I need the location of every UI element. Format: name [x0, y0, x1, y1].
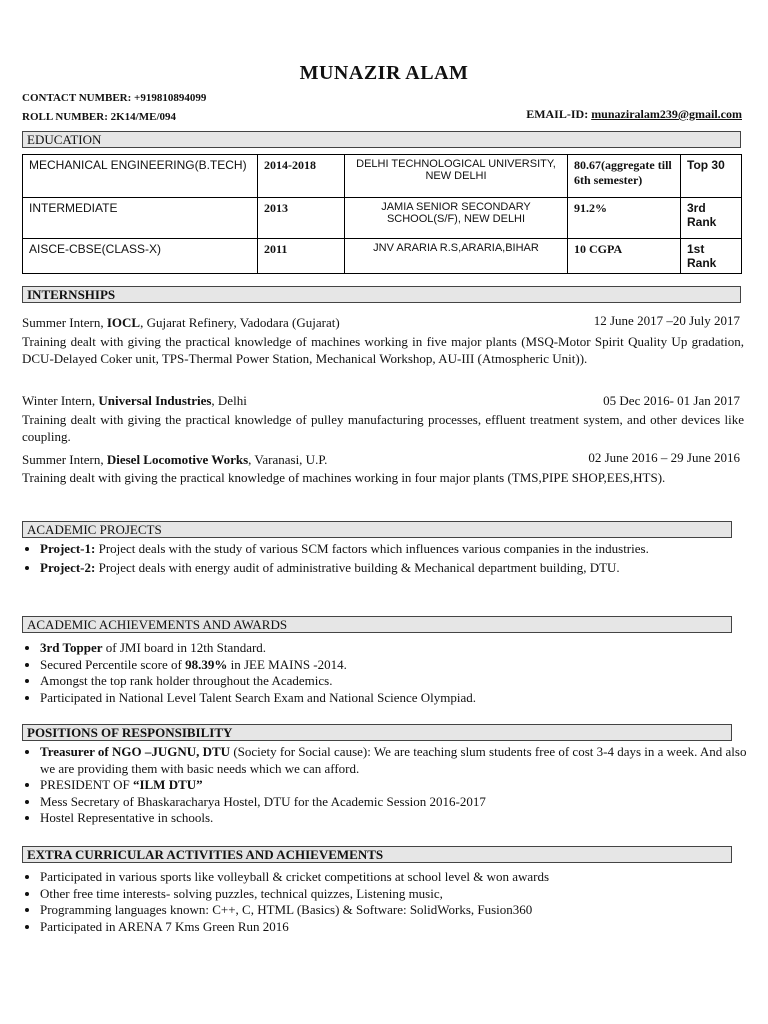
years-cell: 2014-2018 — [258, 155, 345, 198]
score-cell: 91.2% — [568, 198, 681, 239]
score-cell: 80.67(aggregate till 6th semester) — [568, 155, 681, 198]
internship-description: Training dealt with giving the practical knowledge of machines working in four major plants (TMS,PIPE SHOP,EES,HTS). — [22, 470, 666, 485]
table-row — [23, 239, 742, 274]
list-item: • PRESIDENT OF “ILM DTU” — [40, 777, 760, 794]
section-positions: POSITIONS OF RESPONSIBILITY — [22, 724, 732, 741]
list-item: • Mess Secretary of Bhaskaracharya Hostel, DTU for the Academic Session 2016-2017 — [40, 794, 760, 811]
list-item: • Project-1: Project deals with the study of various SCM factors which influences various companies in the industries. — [40, 541, 760, 558]
table-row — [23, 155, 742, 198]
institute-cell: JNV ARARIA R.S,ARARIA,BIHAR — [345, 239, 568, 274]
section-education: EDUCATION — [22, 131, 741, 148]
section-academic-projects: ACADEMIC PROJECTS — [22, 521, 732, 538]
list-item: • Other free time interests- solving puzzles, technical quizzes, Listening music, — [40, 886, 760, 903]
degree-cell: INTERMEDIATE — [23, 198, 258, 239]
internship-description: Training dealt with giving the practical knowledge of pulley manufacturing processes, effluent treatment system, and other devices like coupling. — [22, 412, 744, 444]
roll-number: ROLL NUMBER: 2K14/ME/094 — [22, 111, 177, 123]
list-item: • Participated in ARENA 7 Kms Green Run 2016 — [40, 919, 760, 936]
table-row — [23, 198, 742, 239]
internship-heading: Summer Intern, Diesel Locomotive Works, Varanasi, U.P. — [22, 452, 328, 467]
internship-heading: Summer Intern, IOCL, Gujarat Refinery, Vadodara (Gujarat) — [22, 315, 340, 330]
list-item: • Secured Percentile score of 98.39% in JEE MAINS -2014. — [40, 657, 760, 674]
institute-cell: DELHI TECHNOLOGICAL UNIVERSITY, NEW DELHI — [345, 155, 568, 198]
email-id: EMAIL-ID: munaziralam239@gmail.com — [526, 107, 742, 121]
list-item: • Hostel Representative in schools. — [40, 810, 760, 827]
list-item: • Participated in National Level Talent Search Exam and National Science Olympiad. — [40, 690, 760, 707]
internship-dates: 02 June 2016 – 29 June 2016 — [588, 450, 740, 465]
achievements-list — [22, 640, 760, 706]
list-item: • Participated in various sports like volleyball & cricket competitions at school level & won awards — [40, 869, 760, 886]
section-internships: INTERNSHIPS — [22, 286, 741, 303]
resume-name: MUNAZIR ALAM — [299, 62, 469, 84]
email-link[interactable]: munaziralam239@gmail.com — [591, 107, 742, 121]
rank-cell: 3rd Rank — [681, 198, 742, 239]
degree-cell: AISCE-CBSE(CLASS-X) — [23, 239, 258, 274]
degree-cell: MECHANICAL ENGINEERING(B.TECH) — [23, 155, 258, 198]
internship-dates: 05 Dec 2016- 01 Jan 2017 — [603, 393, 740, 408]
list-item: • Amongst the top rank holder throughout the Academics. — [40, 673, 760, 690]
internship-description: Training dealt with giving the practical knowledge of machines working in five major plants (MSQ-Motor Spirit Quality Up gradation, DCU-Delayed Coker unit, TPS-Thermal Power Station, Mechanical Workshop, AU-III (Atmospheric Unit)). — [22, 334, 744, 366]
list-item: • Treasurer of NGO –JUGNU, DTU (Society for Social cause): We are teaching slum students free of cost 3-4 days in a week. And also we are providing them with basic needs which we can afford. — [40, 744, 760, 777]
rank-cell: 1st Rank — [681, 239, 742, 274]
institute-cell: JAMIA SENIOR SECONDARY SCHOOL(S/F), NEW DELHI — [345, 198, 568, 239]
positions-list — [22, 744, 760, 827]
section-extra-curricular: EXTRA CURRICULAR ACTIVITIES AND ACHIEVEMENTS — [22, 846, 732, 863]
years-cell: 2011 — [258, 239, 345, 274]
list-item: • Programming languages known: C++, C, HTML (Basics) & Software: SolidWorks, Fusion360 — [40, 902, 760, 919]
list-item: • 3rd Topper of JMI board in 12th Standard. — [40, 640, 760, 657]
section-achievements: ACADEMIC ACHIEVEMENTS AND AWARDS — [22, 616, 732, 633]
extra-list — [22, 869, 760, 935]
score-cell: 10 CGPA — [568, 239, 681, 274]
contact-number: CONTACT NUMBER: +919810894099 — [22, 92, 207, 104]
education-table — [22, 154, 742, 274]
internship-heading: Winter Intern, Universal Industries, Delhi — [22, 393, 247, 408]
years-cell: 2013 — [258, 198, 345, 239]
projects-list — [22, 541, 760, 576]
rank-cell: Top 30 — [681, 155, 742, 198]
list-item: • Project-2: Project deals with energy audit of administrative building & Mechanical department building, DTU. — [40, 560, 760, 577]
internship-dates: 12 June 2017 –20 July 2017 — [593, 313, 740, 328]
